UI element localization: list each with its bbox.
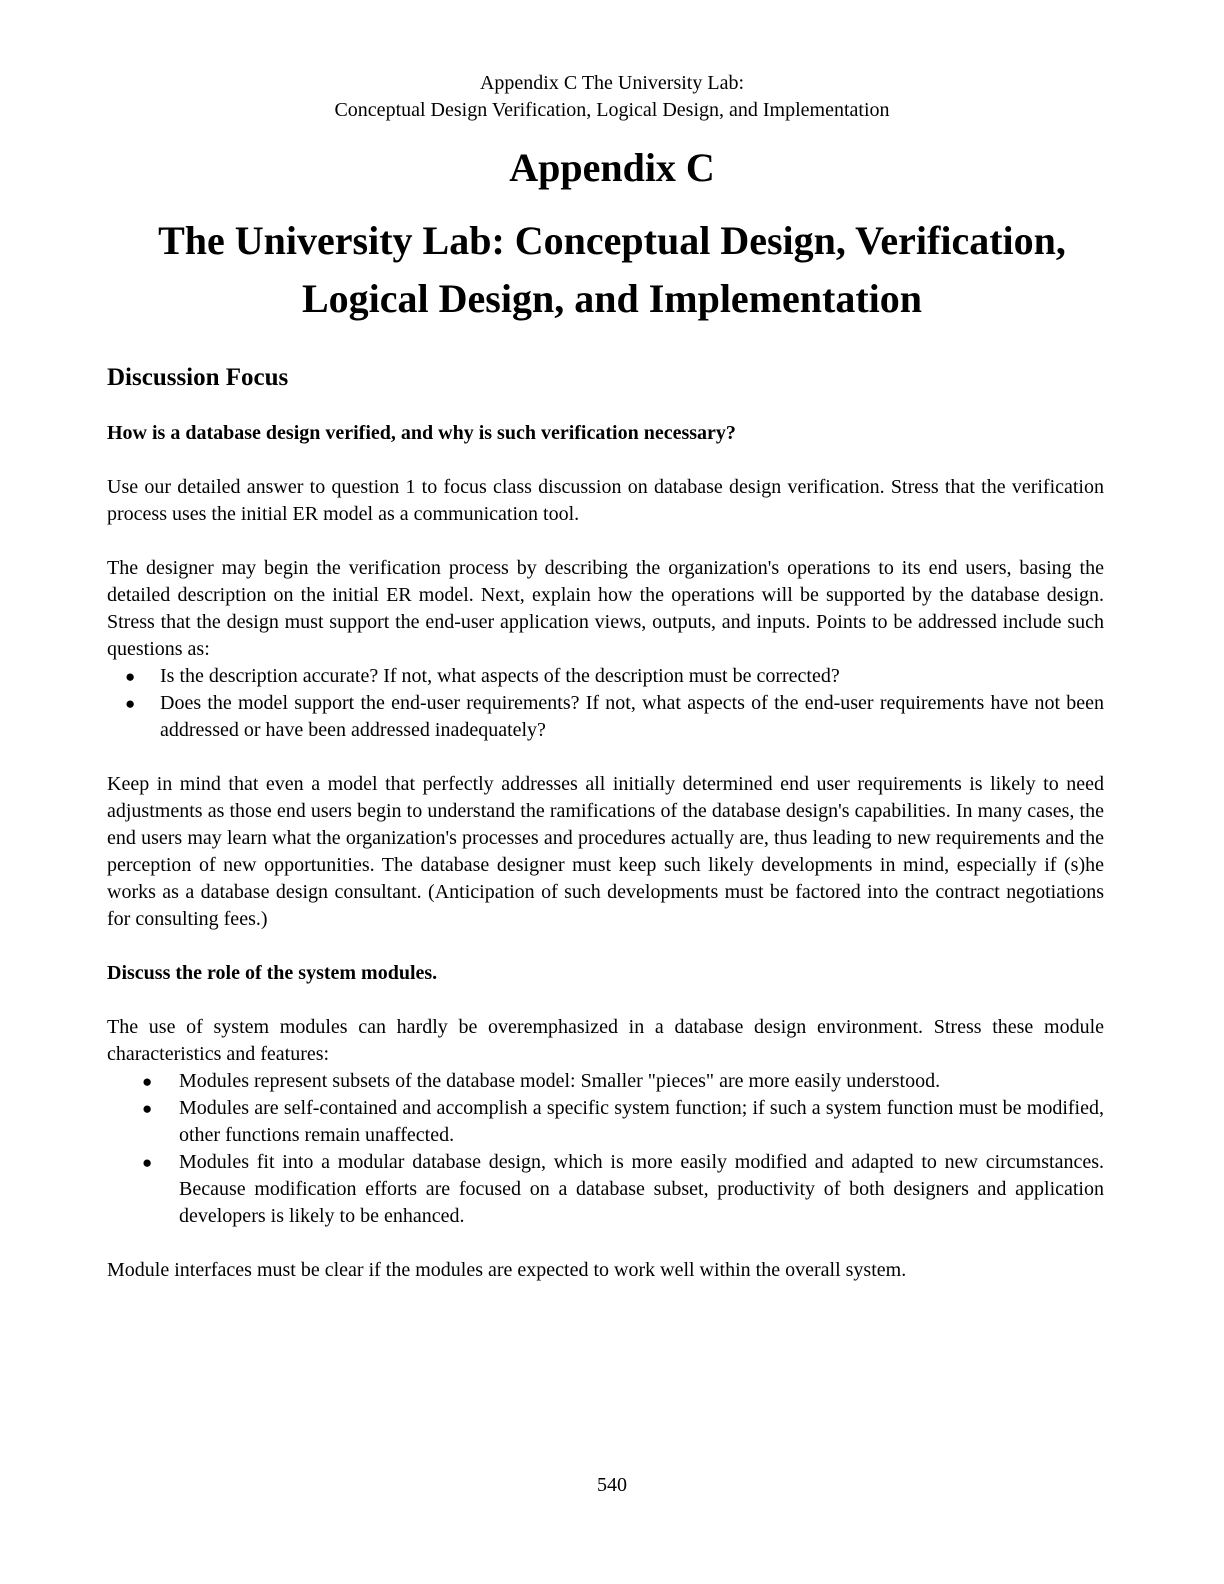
list-item xyxy=(107,1068,1104,1095)
list-item xyxy=(107,663,1104,690)
page-body xyxy=(107,362,1104,1311)
list-item-text: Modules fit into a modular database design, which is more easily modified and adapted to new circumstances. Because modification efforts are focused on a database subset, productivity of both designers and application developers is likely to be enhanced. xyxy=(179,1151,1104,1227)
question-heading-verification: How is a database design verified, and why is such verification necessary? xyxy=(107,422,736,444)
list-item-text: Does the model support the end-user requirements? If not, what aspects of the end-user requirements have not been addressed or have been addressed inadequately? xyxy=(160,692,1104,741)
bullet-icon: ● xyxy=(125,667,136,686)
list-item xyxy=(107,690,1104,744)
bullet-icon: ● xyxy=(142,1072,153,1091)
list-item-text: Modules represent subsets of the database model: Smaller "pieces" are more easily understood. xyxy=(179,1070,941,1092)
bullet-list-verification xyxy=(107,663,1104,744)
question-heading-modules: Discuss the role of the system modules. xyxy=(107,962,438,984)
list-item-text: Modules are self-contained and accomplish a specific system function; if such a system function must be modified, other functions remain unaffected. xyxy=(179,1097,1104,1146)
paragraph: Keep in mind that even a model that perfectly addresses all initially determined end user requirements is likely to need adjustments as those end users begin to understand the ramifications of the database design's capabilities. In many cases, the end users may learn what the organization's processes and procedures actually are, thus leading to new requirements and the perception of new opportunities. The database designer must keep such likely developments in mind, especially if (s)he works as a database design consultant. (Anticipation of such developments must be factored into the contract negotiations for consulting fees.) xyxy=(107,773,1104,930)
bullet-icon: ● xyxy=(125,694,136,713)
running-header-line-1: Appendix C The University Lab: xyxy=(479,72,745,94)
main-title: The University Lab: Conceptual Design, Verification, Logical Design, and Implementation xyxy=(158,218,1066,321)
paragraph: Module interfaces must be clear if the modules are expected to work well within the overall system. xyxy=(107,1259,907,1281)
section-heading: Discussion Focus xyxy=(107,364,289,391)
bullet-list-modules xyxy=(107,1068,1104,1230)
list-item xyxy=(107,1149,1104,1230)
list-item xyxy=(107,1095,1104,1149)
appendix-title: Appendix C xyxy=(509,145,715,190)
running-header xyxy=(0,70,1224,124)
bullet-icon: ● xyxy=(142,1099,153,1118)
list-item-text: Is the description accurate? If not, what aspects of the description must be corrected? xyxy=(160,665,840,687)
paragraph: The use of system modules can hardly be overemphasized in a database design environment. Stress these module characteristics and features: xyxy=(107,1016,1104,1065)
bullet-icon: ● xyxy=(142,1153,153,1172)
paragraph: Use our detailed answer to question 1 to focus class discussion on database design verification. Stress that the verification process uses the initial ER model as a communication tool. xyxy=(107,476,1104,525)
paragraph: The designer may begin the verification process by describing the organization's operations to its end users, basing the detailed description on the initial ER model. Next, explain how the operations will be supported by the database design. Stress that the design must support the end-user application views, outputs, and inputs. Points to be addressed include such questions as: xyxy=(107,557,1104,660)
page-number: 540 xyxy=(597,1474,627,1496)
running-header-line-2: Conceptual Design Verification, Logical Design, and Implementation xyxy=(334,99,890,121)
